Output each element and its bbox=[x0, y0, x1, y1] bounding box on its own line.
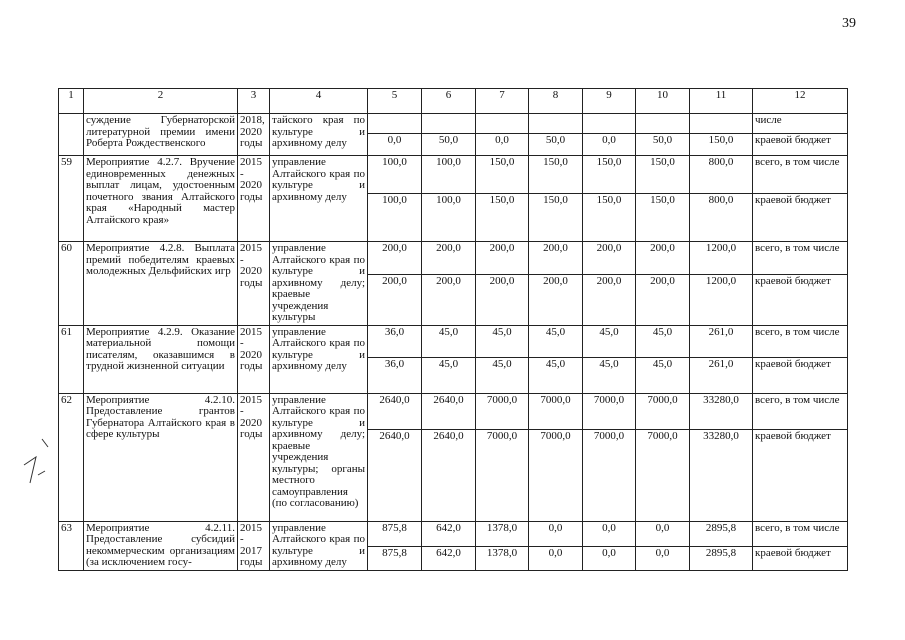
period: 2018, 2020 годы bbox=[238, 114, 270, 156]
executor: управление Алтайского края по культуре и архивному делу bbox=[270, 325, 368, 393]
amount-cell: 33280,0 bbox=[690, 429, 753, 521]
amount-cell: 45,0 bbox=[636, 357, 690, 393]
col-header: 5 bbox=[368, 89, 422, 114]
amount-cell: 100,0 bbox=[422, 156, 476, 194]
funding-source: краевой бюджет bbox=[753, 194, 848, 242]
period: 2015 - 2020 годы bbox=[238, 393, 270, 521]
col-header: 4 bbox=[270, 89, 368, 114]
amount-cell: 1378,0 bbox=[476, 521, 529, 547]
amount-cell: 7000,0 bbox=[529, 393, 583, 429]
amount-cell: 200,0 bbox=[529, 274, 583, 325]
amount-cell: 0,0 bbox=[368, 134, 422, 156]
amount-cell: 261,0 bbox=[690, 325, 753, 357]
period: 2015 - 2020 годы bbox=[238, 325, 270, 393]
budget-table bbox=[58, 88, 848, 571]
amount-cell: 7000,0 bbox=[583, 429, 636, 521]
amount-cell: 100,0 bbox=[368, 156, 422, 194]
funding-source: всего, в том числе bbox=[753, 156, 848, 194]
amount-cell: 875,8 bbox=[368, 547, 422, 570]
funding-source: краевой бюджет bbox=[753, 429, 848, 521]
amount-cell: 7000,0 bbox=[636, 393, 690, 429]
row-number: 61 bbox=[59, 325, 84, 393]
executor: управление Алтайского края по культуре и архивному делу; краевые учреждения культуры; органы местного самоуправления (по согласованию) bbox=[270, 393, 368, 521]
funding-source: краевой бюджет bbox=[753, 547, 848, 570]
measure-name: Мероприятие 4.2.9. Оказание материальной помощи писателям, оказавшимся в трудной жизненной ситуации bbox=[84, 325, 238, 393]
amount-cell: 200,0 bbox=[422, 274, 476, 325]
header-row bbox=[59, 89, 848, 114]
amount-cell: 2640,0 bbox=[422, 429, 476, 521]
funding-source: всего, в том числе bbox=[753, 393, 848, 429]
amount-cell: 200,0 bbox=[368, 274, 422, 325]
amount-cell: 2640,0 bbox=[368, 429, 422, 521]
amount-cell: 150,0 bbox=[636, 194, 690, 242]
amount-cell bbox=[422, 114, 476, 134]
executor: управление Алтайского края по культуре и архивному делу bbox=[270, 521, 368, 570]
amount-cell: 200,0 bbox=[636, 274, 690, 325]
funding-source: краевой бюджет bbox=[753, 274, 848, 325]
period: 2015 - 2017 годы bbox=[238, 521, 270, 570]
amount-cell: 150,0 bbox=[476, 156, 529, 194]
amount-cell: 2895,8 bbox=[690, 547, 753, 570]
measure-name: Мероприятие 4.2.11. Предоставление субсидий некоммерческим организациям (за исключением госу- bbox=[84, 521, 238, 570]
amount-cell: 150,0 bbox=[690, 134, 753, 156]
amount-cell: 45,0 bbox=[636, 325, 690, 357]
row-number: 63 bbox=[59, 521, 84, 570]
col-header: 6 bbox=[422, 89, 476, 114]
amount-cell: 7000,0 bbox=[583, 393, 636, 429]
col-header: 8 bbox=[529, 89, 583, 114]
amount-cell: 150,0 bbox=[636, 156, 690, 194]
amount-cell bbox=[636, 114, 690, 134]
row-number: 62 bbox=[59, 393, 84, 521]
amount-cell: 2640,0 bbox=[422, 393, 476, 429]
amount-cell: 100,0 bbox=[368, 194, 422, 242]
amount-cell: 0,0 bbox=[529, 547, 583, 570]
amount-cell: 45,0 bbox=[422, 325, 476, 357]
amount-cell: 642,0 bbox=[422, 521, 476, 547]
amount-cell: 50,0 bbox=[529, 134, 583, 156]
measure-name: Мероприятие 4.2.8. Выплата премий победителям краевых молодежных Дельфийских игр bbox=[84, 242, 238, 326]
table-row bbox=[59, 242, 848, 275]
amount-cell: 150,0 bbox=[529, 156, 583, 194]
measure-name: суждение Губернаторской литературной премии имени Роберта Рождественского bbox=[84, 114, 238, 156]
col-header: 1 bbox=[59, 89, 84, 114]
funding-source: краевой бюджет bbox=[753, 357, 848, 393]
period: 2015 - 2020 годы bbox=[238, 156, 270, 242]
amount-cell: 200,0 bbox=[368, 242, 422, 275]
amount-cell: 45,0 bbox=[583, 357, 636, 393]
amount-cell: 45,0 bbox=[583, 325, 636, 357]
amount-cell: 50,0 bbox=[636, 134, 690, 156]
row-number: 60 bbox=[59, 242, 84, 326]
period: 2015 - 2020 годы bbox=[238, 242, 270, 326]
amount-cell: 45,0 bbox=[476, 357, 529, 393]
amount-cell: 1200,0 bbox=[690, 242, 753, 275]
amount-cell: 200,0 bbox=[529, 242, 583, 275]
table-row bbox=[59, 325, 848, 357]
measure-name: Мероприятие 4.2.10. Предоставление грантов Губернатора Алтайского края в сфере культуры bbox=[84, 393, 238, 521]
amount-cell bbox=[368, 114, 422, 134]
amount-cell bbox=[529, 114, 583, 134]
amount-cell: 875,8 bbox=[368, 521, 422, 547]
amount-cell: 100,0 bbox=[422, 194, 476, 242]
amount-cell: 150,0 bbox=[583, 194, 636, 242]
amount-cell: 1378,0 bbox=[476, 547, 529, 570]
amount-cell: 200,0 bbox=[476, 274, 529, 325]
amount-cell: 2640,0 bbox=[368, 393, 422, 429]
amount-cell: 0,0 bbox=[583, 521, 636, 547]
amount-cell: 261,0 bbox=[690, 357, 753, 393]
amount-cell: 45,0 bbox=[476, 325, 529, 357]
col-header: 2 bbox=[84, 89, 238, 114]
amount-cell: 36,0 bbox=[368, 325, 422, 357]
executor: управление Алтайского края по культуре и архивному делу bbox=[270, 156, 368, 242]
executor: тайского края по культуре и архивному делу bbox=[270, 114, 368, 156]
funding-source: краевой бюджет bbox=[753, 134, 848, 156]
amount-cell: 800,0 bbox=[690, 156, 753, 194]
page-number: 39 bbox=[842, 16, 856, 31]
amount-cell: 150,0 bbox=[529, 194, 583, 242]
amount-cell: 150,0 bbox=[476, 194, 529, 242]
amount-cell: 200,0 bbox=[422, 242, 476, 275]
amount-cell: 200,0 bbox=[583, 274, 636, 325]
amount-cell: 642,0 bbox=[422, 547, 476, 570]
amount-cell bbox=[476, 114, 529, 134]
funding-source: числе bbox=[753, 114, 848, 134]
amount-cell: 36,0 bbox=[368, 357, 422, 393]
measure-name: Мероприятие 4.2.7. Вручение единовременных денежных выплат лицам, удостоенным почетного звания Алтайского края «Народный мастер Алтайского края» bbox=[84, 156, 238, 242]
amount-cell: 200,0 bbox=[476, 242, 529, 275]
amount-cell: 50,0 bbox=[422, 134, 476, 156]
table-row bbox=[59, 114, 848, 134]
col-header: 7 bbox=[476, 89, 529, 114]
funding-source: всего, в том числе bbox=[753, 242, 848, 275]
amount-cell: 45,0 bbox=[529, 325, 583, 357]
amount-cell: 150,0 bbox=[583, 156, 636, 194]
amount-cell: 45,0 bbox=[529, 357, 583, 393]
table-row bbox=[59, 393, 848, 429]
amount-cell: 2895,8 bbox=[690, 521, 753, 547]
funding-source: всего, в том числе bbox=[753, 325, 848, 357]
table-row bbox=[59, 521, 848, 547]
executor: управление Алтайского края по культуре и архивному делу; краевые учреждения культуры bbox=[270, 242, 368, 326]
amount-cell: 0,0 bbox=[476, 134, 529, 156]
col-header: 3 bbox=[238, 89, 270, 114]
amount-cell: 0,0 bbox=[529, 521, 583, 547]
amount-cell: 0,0 bbox=[636, 521, 690, 547]
amount-cell: 45,0 bbox=[422, 357, 476, 393]
amount-cell: 7000,0 bbox=[476, 393, 529, 429]
amount-cell: 200,0 bbox=[636, 242, 690, 275]
funding-source: всего, в том числе bbox=[753, 521, 848, 547]
amount-cell: 7000,0 bbox=[529, 429, 583, 521]
amount-cell: 33280,0 bbox=[690, 393, 753, 429]
amount-cell: 7000,0 bbox=[636, 429, 690, 521]
amount-cell bbox=[583, 114, 636, 134]
amount-cell: 200,0 bbox=[583, 242, 636, 275]
row-number: 59 bbox=[59, 156, 84, 242]
pen-mark-icon bbox=[20, 425, 60, 495]
amount-cell bbox=[690, 114, 753, 134]
col-header: 11 bbox=[690, 89, 753, 114]
table-row bbox=[59, 156, 848, 194]
amount-cell: 1200,0 bbox=[690, 274, 753, 325]
col-header: 12 bbox=[753, 89, 848, 114]
row-number bbox=[59, 114, 84, 156]
col-header: 10 bbox=[636, 89, 690, 114]
col-header: 9 bbox=[583, 89, 636, 114]
amount-cell: 0,0 bbox=[636, 547, 690, 570]
amount-cell: 7000,0 bbox=[476, 429, 529, 521]
amount-cell: 800,0 bbox=[690, 194, 753, 242]
amount-cell: 0,0 bbox=[583, 134, 636, 156]
amount-cell: 0,0 bbox=[583, 547, 636, 570]
